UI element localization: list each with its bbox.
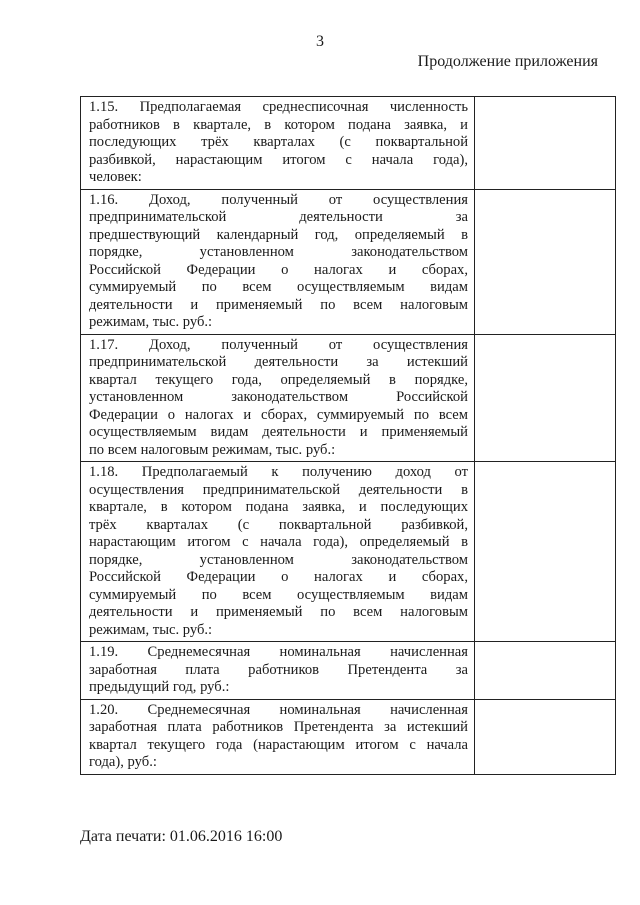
row-text-line: Федерации о налогах и сборах, суммируемый по всем: [89, 406, 468, 423]
row-text-line: 1.19. Среднемесячная номинальная начисленная: [89, 644, 468, 660]
row-text-line: 1.15. Предполагаемая среднесписочная численность: [89, 99, 468, 115]
table-row: [81, 462, 616, 642]
row-value-cell: [475, 642, 616, 700]
row-text-line: предпринимательской деятельности за истекший: [89, 354, 468, 370]
row-label-cell: [81, 189, 475, 334]
row-text-line: по всем налоговым режимам, тыс. руб.:: [89, 441, 336, 458]
table-row: [81, 334, 616, 462]
row-text-line: Российской Федерации о налогах и сборах,: [89, 569, 468, 585]
row-text-line: порядке, установленном законодательством: [89, 244, 468, 260]
row-label-cell: [81, 462, 475, 642]
page-number: 3: [316, 33, 324, 50]
row-text-line: предыдущий год, руб.:: [89, 679, 230, 695]
table-row: [81, 642, 616, 700]
row-text-line: последующих трёх кварталах (с поквартальной: [89, 134, 468, 150]
row-value-cell: [475, 699, 616, 774]
form-table: [80, 96, 616, 775]
table-row: [81, 189, 616, 334]
row-text-line: установленном законодательством Российской: [89, 389, 468, 405]
row-text-line: квартале, в котором подана заявка, и последующих: [89, 499, 468, 515]
row-text-line: деятельности и применяемый по всем налоговым: [89, 604, 468, 620]
row-text-line: нарастающим итогом с начала года), определяемый в: [89, 534, 468, 550]
row-text-line: режимам, тыс. руб.:: [89, 621, 213, 638]
form-table-body: [81, 97, 616, 775]
row-text-line: 1.17. Доход, полученный от осуществления: [89, 336, 468, 353]
table-row: [81, 97, 616, 190]
row-text-line: суммируемый по всем осуществляемым видам: [89, 586, 468, 603]
row-label-cell: [81, 334, 475, 462]
row-text-line: деятельности и применяемый по всем налоговым: [89, 296, 468, 313]
row-text-line: 1.18. Предполагаемый к получению доход от: [89, 464, 468, 480]
row-text-line: 1.16. Доход, полученный от осуществления: [89, 191, 468, 208]
row-text-line: человек:: [89, 169, 142, 185]
row-text-line: режимам, тыс. руб.:: [89, 314, 213, 330]
row-text-line: порядке, установленном законодательством: [89, 551, 468, 568]
row-value-cell: [475, 189, 616, 334]
row-text-line: разбивкой, нарастающим итогом с начала года),: [89, 151, 468, 168]
print-date: Дата печати: 01.06.2016 16:00: [80, 828, 283, 845]
row-label-cell: [81, 699, 475, 774]
row-value-cell: [475, 334, 616, 462]
row-label-cell: [81, 97, 475, 190]
row-text-line: трёх кварталах (с поквартальной разбивкой,: [89, 516, 468, 533]
row-value-cell: [475, 97, 616, 190]
row-value-cell: [475, 462, 616, 642]
row-text-line: суммируемый по всем осуществляемым видам: [89, 279, 468, 295]
row-text-line: квартал текущего года, определяемый в порядке,: [89, 371, 468, 388]
row-text-line: работников в квартале, в котором подана заявка, и: [89, 116, 468, 133]
row-text-line: осуществляемым видам деятельности и применяемый: [89, 424, 468, 440]
table-row: [81, 699, 616, 774]
row-text-line: квартал текущего года (нарастающим итогом с начала: [89, 736, 468, 753]
row-label-cell: [81, 642, 475, 700]
row-text-line: заработная плата работников Претендента за истекший: [89, 719, 468, 735]
row-text-line: года), руб.:: [89, 754, 157, 770]
row-text-line: заработная плата работников Претендента за: [89, 661, 468, 678]
row-text-line: 1.20. Среднемесячная номинальная начисленная: [89, 701, 468, 718]
row-text-line: Российской Федерации о налогах и сборах,: [89, 261, 468, 278]
continuation-label: Продолжение приложения: [417, 53, 598, 70]
row-text-line: осуществления предпринимательской деятельности в: [89, 481, 468, 498]
row-text-line: предпринимательской деятельности за: [89, 209, 468, 225]
row-text-line: предшествующий календарный год, определяемый в: [89, 226, 468, 243]
